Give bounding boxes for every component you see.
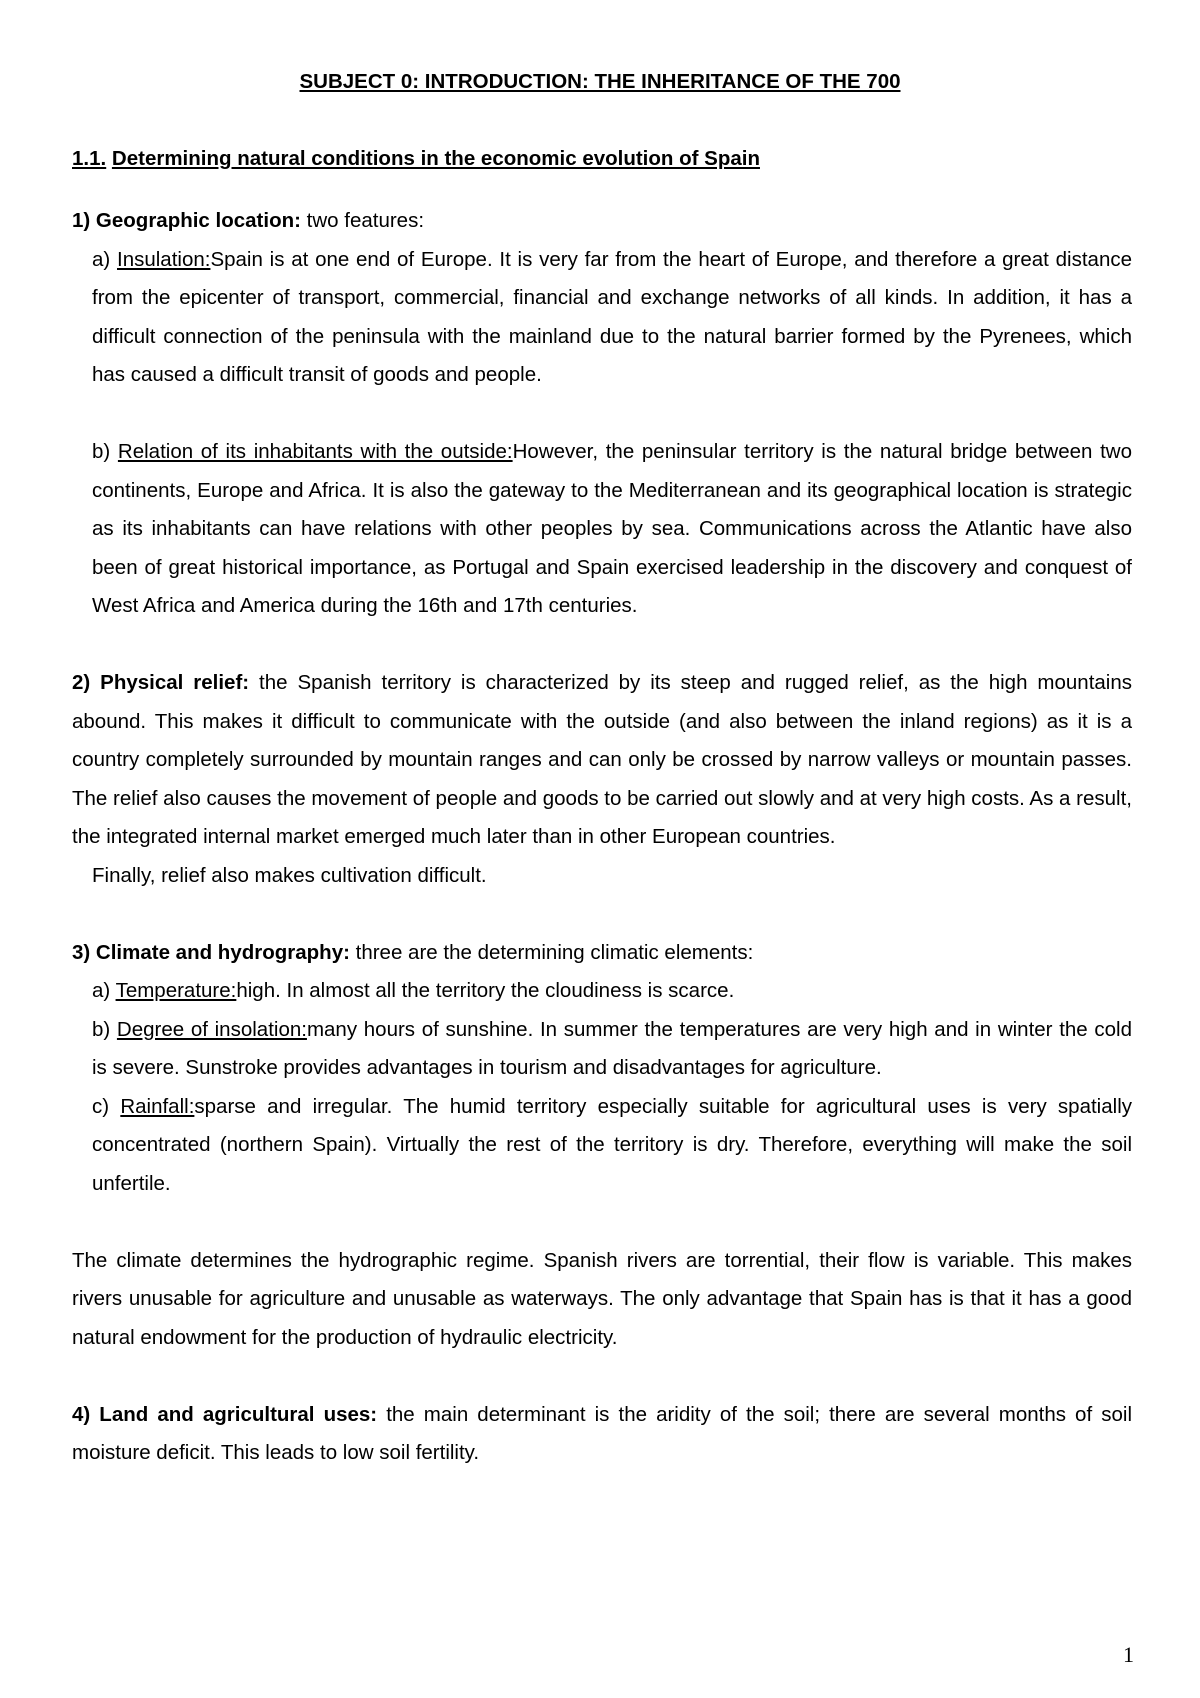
- relief-paragraph: [72, 664, 1132, 857]
- spacer: [72, 626, 1132, 665]
- geo-b-prefix: b): [92, 440, 118, 463]
- climate-b-label: Degree of insolation:: [116, 1017, 307, 1041]
- climate-intro: three are the determining climatic elements:: [349, 940, 754, 964]
- geo-intro: two features:: [300, 209, 425, 232]
- geo-b-text: However, the peninsular territory is the natural bridge between two continents, Europe and Africa. It is also the gateway to the Mediterranean and its geographical location is strategic as its inhabitants can have relations with other peoples by sea. Communications across the Atlantic have also been of great historical importance, as Portugal and Spain exercised leadership in the discovery and conquest of West Africa and America during the 16th and 17th centuries.: [92, 440, 1132, 617]
- section-title: Determining natural conditions in the economic evolution of Spain: [111, 147, 760, 170]
- climate-c-prefix: c): [92, 1094, 121, 1118]
- geo-a-text: Spain is at one end of Europe. It is very far from the heart of Europe, and therefore a great distance from the epicenter of transport, commercial, financial and exchange networks of all kinds. In addition, it has a difficult connection of the peninsula with the mainland due to the natural barrier formed by the Pyrenees, which has caused a difficult transit of goods and people.: [92, 247, 1132, 386]
- climate-a-label: Temperature:: [115, 979, 237, 1002]
- climate-paragraph: [72, 934, 1132, 973]
- spacer: [72, 395, 1132, 434]
- geo-heading: 1) Geographic location:: [72, 209, 301, 232]
- page-number: 1: [1123, 1642, 1134, 1667]
- relief-text: the Spanish territory is characterized by its steep and rugged relief, as the high mountains abound. This makes it difficult to communicate with the outside (and also between the inland regions) as it is a country completely surrounded by mountain ranges and can only be crossed by narrow valleys or mountain passes. The relief also causes the movement of people and goods to be carried out slowly and at very high costs. As a result, the integrated internal market emerged much later than in other European countries.: [72, 671, 1133, 848]
- climate-b-prefix: b): [92, 1017, 117, 1041]
- climate-c-text: sparse and irregular. The humid territory especially suitable for agricultural uses is very spatially concentrated (northern Spain). Virtually the rest of the territory is dry. Therefore, everything will make the soil unfertile.: [92, 1094, 1132, 1195]
- climate-a-text: high. In almost all the territory the cloudiness is scarce.: [236, 979, 735, 1002]
- section-number: 1.1.: [72, 147, 107, 170]
- section-heading: [72, 147, 760, 171]
- document-body: [72, 202, 1132, 1473]
- land-text: the main determinant is the aridity of the soil; there are several months of soil moisture deficit. This leads to low soil fertility.: [72, 1402, 1132, 1464]
- climate-b-text: many hours of sunshine. In summer the temperatures are very high and in winter the cold is severe. Sunstroke provides advantages in tourism and disadvantages for agriculture.: [92, 1017, 1132, 1079]
- spacer: [72, 895, 1132, 934]
- climate-heading: 3) Climate and hydrography:: [72, 940, 350, 964]
- relief-finally: Finally, relief also makes cultivation difficult.: [92, 863, 487, 887]
- climate-item-b: [92, 1011, 1132, 1088]
- climate-item-a: [92, 972, 1132, 1011]
- document-title: SUBJECT 0: INTRODUCTION: THE INHERITANCE OF THE 700: [299, 70, 901, 93]
- geo-paragraph: [72, 202, 1132, 241]
- climate-regime-paragraph: The climate determines the hydrographic regime. Spanish rivers are torrential, their flow is variable. This makes rivers unusable for agriculture and unusable as waterways. The only advantage that Spain has is that it has a good natural endowment for the production of hydraulic electricity.: [72, 1248, 1132, 1349]
- land-heading: 4) Land and agricultural uses:: [72, 1402, 378, 1426]
- geo-a-label: Insulation:: [117, 247, 211, 271]
- geo-item-a: [92, 241, 1132, 395]
- geo-item-b: [92, 433, 1132, 626]
- spacer: [72, 1357, 1132, 1396]
- spacer: [72, 1203, 1132, 1242]
- land-paragraph: [72, 1396, 1132, 1473]
- relief-heading: 2) Physical relief:: [72, 671, 250, 694]
- geo-a-prefix: a): [92, 247, 117, 271]
- geo-b-label: Relation of its inhabitants with the outside:: [117, 440, 513, 463]
- climate-c-label: Rainfall:: [120, 1094, 195, 1118]
- climate-a-prefix: a): [92, 979, 116, 1002]
- climate-item-c: [92, 1088, 1132, 1204]
